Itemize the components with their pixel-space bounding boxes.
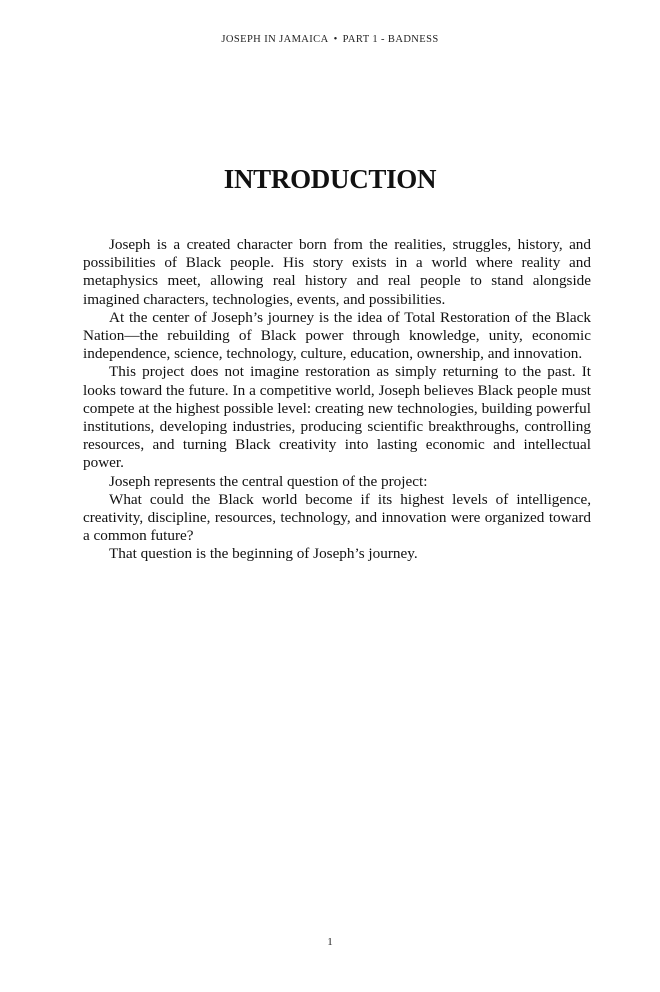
- header-separator: •: [333, 34, 338, 45]
- header-part: PART 1 - BADNESS: [342, 34, 439, 45]
- paragraph-1: Joseph is a created character born from the realities, struggles, history, and possibilities of Black people. His story exists in a world where reality and metaphysics meet, allowing real history and real people to stand alongside imagined characters, technologies, events, and possibilities.: [83, 236, 591, 308]
- paragraph-3: This project does not imagine restoration as simply returning to the past. It looks toward the future. In a competitive world, Joseph believes Black people must compete at the highest possible level: creating new technologies, building powerful institutions, developing industries, producing scientific breakthroughs, controlling resources, and turning Black creativity into lasting economic and intellectual power.: [83, 363, 591, 472]
- header-book-title: JOSEPH IN JAMAICA: [221, 34, 329, 45]
- running-header: [0, 34, 660, 45]
- paragraph-2: At the center of Joseph’s journey is the idea of Total Restoration of the Black Nation—the rebuilding of Black power through knowledge, unity, economic independence, science, technology, culture, education, ownership, and innovation.: [83, 308, 591, 363]
- body-text: [83, 236, 591, 564]
- page-number: 1: [327, 936, 333, 948]
- paragraph-4: Joseph represents the central question of the project:: [109, 472, 428, 490]
- chapter-title: INTRODUCTION: [223, 164, 437, 194]
- paragraph-6: That question is the beginning of Joseph’s journey.: [109, 545, 418, 563]
- paragraph-5: What could the Black world become if its highest levels of intelligence, creativity, discipline, resources, technology, and innovation were organized toward a common future?: [83, 490, 591, 545]
